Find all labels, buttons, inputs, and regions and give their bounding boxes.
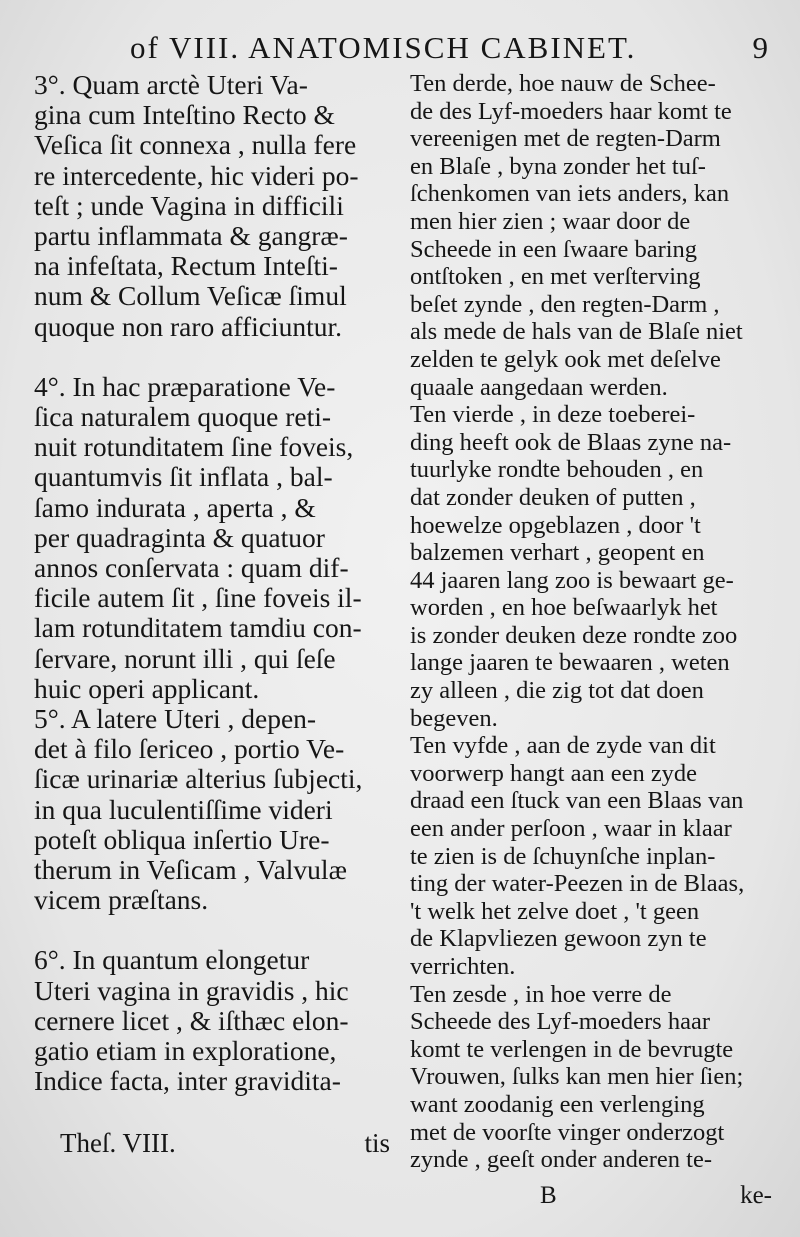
latin-signature: Theſ. VIII. [60,1128,176,1158]
dutch-text-line: want zoodanig een verlenging [410,1090,705,1118]
latin-text-line: per quadraginta & quatuor [34,521,325,553]
dutch-text-line: zelden te gelyk ook met deſelve [410,345,721,373]
dutch-text-line: begeven. [410,704,498,732]
latin-text-line: re intercedente, hic videri po- [34,159,359,191]
latin-text-line: ficile autem ſit , ſine foveis il- [34,582,362,614]
latin-text-line: cernere licet , & iſthæc elon- [34,1004,349,1036]
dutch-text-line: hoewelze opgeblazen , door 't [410,511,701,539]
dutch-text-line: is zonder deuken deze rondte zoo [410,621,738,649]
latin-text-line: gina cum Inteſtino Recto & [34,99,335,131]
latin-text-line: num & Collum Veſicæ ſimul [34,280,347,312]
latin-column [34,70,389,1096]
dutch-text-line: zy alleen , die zig tot dat doen [410,677,704,705]
dutch-text-line: Scheede in een ſwaare baring [410,235,698,263]
latin-text-line: 4°. In hac præparatione Ve- [34,370,336,402]
dutch-text-line: lange jaaren te bewaaren , weten [410,649,730,677]
latin-text-line: partu inflammata & gangræ- [34,219,348,251]
dutch-text-line: en Blaſe , byna zonder het tuſ- [410,152,706,180]
latin-text-line: nuit rotunditatem ſine foveis, [34,431,354,463]
dutch-text-line: ding heeft ook de Blaas zyne na- [410,428,732,456]
latin-text-line: therum in Veſicam , Valvulæ [34,853,347,885]
dutch-text-line: ontſtoken , en met verſterving [410,263,701,291]
dutch-text-line: ſchenkomen van iets anders, kan [410,180,730,208]
dutch-text-line: Vrouwen, ſulks kan men hier ſien; [410,1063,744,1091]
dutch-text-line: komt te verlengen in de bevrugte [410,1035,734,1063]
dutch-text-line: Scheede des Lyf-moeders haar [410,1008,710,1036]
dutch-text-line: zynde , geeſt onder anderen te- [410,1146,713,1174]
dutch-text-line: voorwerp hangt aan een zyde [410,759,698,787]
latin-text-line: ſica naturalem quoque reti- [34,401,332,433]
dutch-text-line: 44 jaaren lang zoo is bewaart ge- [410,566,734,594]
latin-catchword: tis [364,1128,390,1158]
dutch-text-line: Ten vyfde , aan de zyde van dit [410,732,716,760]
latin-text-line: Uteri vagina in gravidis , hic [34,974,349,1006]
latin-text-line: 5°. A latere Uteri , depen- [34,702,317,734]
latin-text-line: poteſt obliqua inſertio Ure- [34,823,330,855]
dutch-text-line: vereenigen met de regten-Darm [410,125,721,153]
latin-text-line: 6°. In quantum elongetur [34,944,310,976]
dutch-text-line: te zien is de ſchuynſche inplan- [410,842,716,870]
dutch-text-line: met de voorſte vinger onderzogt [410,1118,725,1146]
latin-text-line: in qua luculentiſſime videri [34,793,333,825]
dutch-text-line: 't welk het zelve doet , 't geen [410,897,700,925]
dutch-text-line: als mede de hals van de Blaſe niet [410,318,743,346]
dutch-text-line: Ten zesde , in hoe verre de [410,980,672,1008]
latin-text-line: lam rotunditatem tamdiu con- [34,612,362,644]
latin-text-line: na infeſtata, Rectum Inteſti- [34,250,338,282]
latin-text-line: ſervare, norunt illi , qui ſeſe [34,642,336,674]
dutch-text-line: Ten vierde , in deze toeberei- [410,401,696,429]
latin-text-line: quantumvis ſit inflata , bal- [34,461,333,493]
latin-text-line: det à filo ſericeo , portio Ve- [34,733,345,765]
dutch-text-line: de Klapvliezen gewoon zyn te [410,925,707,953]
latin-text-line: teſt ; unde Vagina in difficili [34,189,344,221]
dutch-text-line: dat zonder deuken of putten , [410,483,696,511]
dutch-catchword: ke- [740,1182,772,1209]
latin-text-line [34,342,389,372]
dutch-text-line: tuurlyke rondte behouden , en [410,456,704,484]
latin-text-line [34,915,389,945]
dutch-text-line: de des Lyf-moeders haar komt te [410,97,732,125]
latin-text-line: gatio etiam in exploratione, [34,1035,337,1066]
latin-text-line: Indice facta, inter gravidita- [34,1065,341,1097]
signature-mark: B [540,1182,557,1209]
running-title: of VIII. ANATOMISCH CABINET. [130,30,637,65]
latin-text-line: ſamo indurata , aperta , & [34,491,316,523]
running-header [0,30,800,70]
dutch-text-line: een ander perſoon , waar in klaar [410,815,732,843]
page-number: 9 [752,30,768,65]
dutch-text-line: quaale aangedaan werden. [410,373,668,401]
latin-text-line: 3°. Quam arctè Uteri Va- [34,70,308,100]
dutch-footer [410,1182,772,1212]
dutch-text-line: men hier zien ; waar door de [410,207,691,235]
dutch-text-line: worden , en hoe beſwaarlyk het [410,594,718,622]
dutch-text-line: beſet zynde , den regten-Darm , [410,290,720,318]
latin-text-line: annos conſervata : quam dif- [34,552,349,583]
dutch-text-line: balzemen verhart , geopent en [410,539,705,567]
latin-text-line: huic operi applicant. [34,672,260,704]
dutch-text-line: Ten derde, hoe nauw de Schee- [410,70,716,97]
latin-text-line: quoque non raro afficiuntur. [34,310,343,342]
latin-text-line: Veſica ſit connexa , nulla fere [34,129,357,161]
latin-text-line: ſicæ urinariæ alterius ſubjecti, [34,763,363,795]
dutch-text-line: ting der water-Peezen in de Blaas, [410,870,745,898]
latin-text-line: vicem præſtans. [34,884,209,916]
dutch-column [410,70,772,1174]
dutch-text-line: verrichten. [410,953,516,980]
dutch-text-line: draad een ſtuck van een Blaas van [410,787,744,815]
